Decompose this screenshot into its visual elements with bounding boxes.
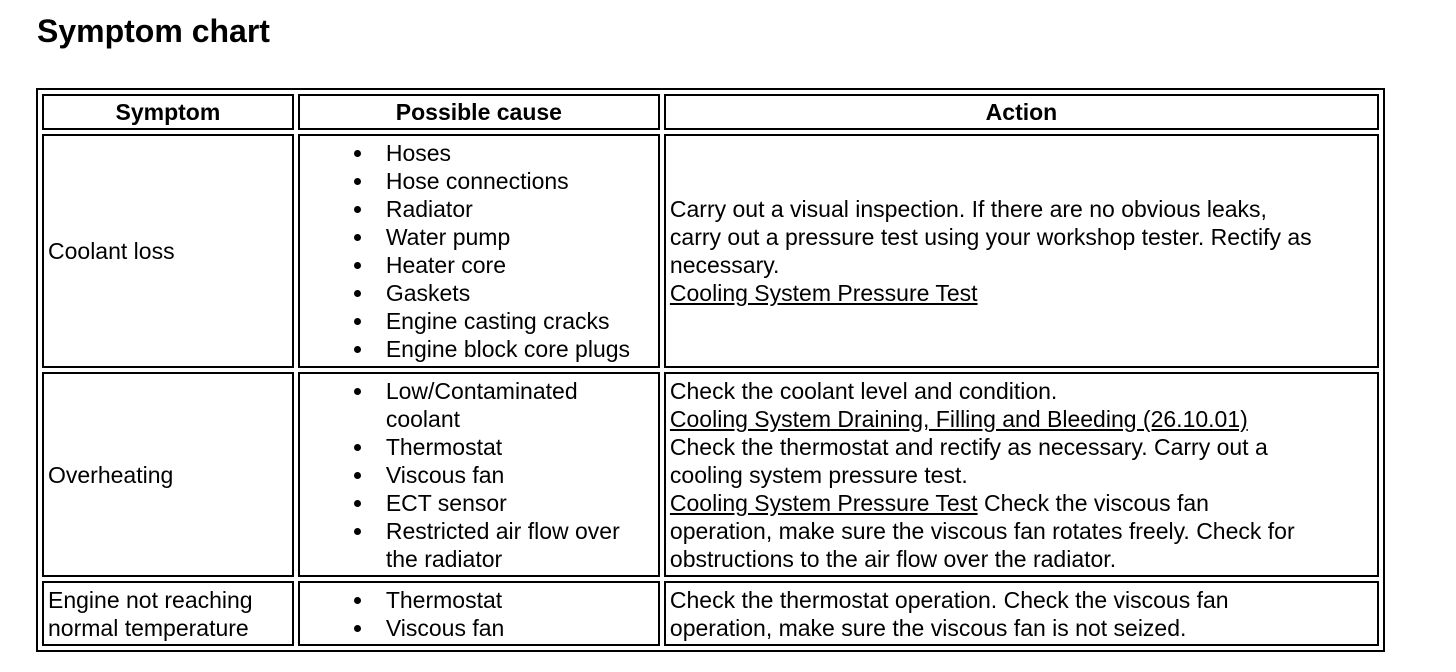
list-item: Gaskets (386, 279, 658, 307)
list-item: Radiator (386, 195, 658, 223)
list-item: Hoses (386, 139, 658, 167)
table-header-row (42, 94, 1379, 130)
action-cell (664, 581, 1379, 646)
action-text: Check the thermostat and rectify as necessary. Carry out a (669, 433, 1268, 460)
symptom-cell: Overheating (42, 372, 294, 578)
list-item: Thermostat (386, 433, 658, 461)
symptom-text: Engine not reaching (48, 586, 253, 613)
table-row (42, 581, 1379, 646)
list-item: Water pump (386, 223, 658, 251)
list-item: Engine casting cracks (386, 307, 658, 335)
action-cell (664, 372, 1379, 578)
cooling-system-draining-link[interactable]: Cooling System Draining, Filling and Bleeding (26.10.01) (669, 405, 1248, 432)
list-item: Viscous fan (386, 614, 658, 642)
cooling-system-pressure-test-link[interactable]: Cooling System Pressure Test (669, 489, 978, 516)
list-item: Thermostat (386, 586, 658, 614)
list-item: ECT sensor (386, 489, 658, 517)
action-text: operation, make sure the viscous fan rotates freely. Check for (669, 517, 1295, 544)
action-text: Check the coolant level and condition. (669, 377, 1058, 404)
cause-cell (298, 581, 660, 646)
list-item: Viscous fan (386, 461, 658, 489)
table-row (42, 372, 1379, 578)
action-text: carry out a pressure test using your workshop tester. Rectify as (669, 223, 1312, 250)
header-possible-cause: Possible cause (298, 94, 660, 130)
action-cell (664, 134, 1379, 368)
list-item: Low/Contaminated coolant (386, 377, 626, 433)
cooling-system-pressure-test-link[interactable]: Cooling System Pressure Test (669, 279, 978, 306)
cause-cell (298, 372, 660, 578)
symptom-cell (42, 581, 294, 646)
list-item: Restricted air flow over the radiator (386, 517, 648, 573)
action-text: Check the viscous fan (977, 489, 1209, 516)
cause-list (300, 586, 658, 642)
action-text: obstructions to the air flow over the radiator. (669, 545, 1117, 572)
page-title: Symptom chart (37, 13, 270, 49)
list-item: Engine block core plugs (386, 335, 658, 363)
table-row (42, 134, 1379, 368)
symptom-text: normal temperature (48, 614, 249, 641)
action-text: operation, make sure the viscous fan is not seized. (669, 614, 1187, 641)
action-text: necessary. (669, 251, 780, 278)
action-text: Check the thermostat operation. Check the viscous fan (669, 586, 1229, 613)
cause-cell (298, 134, 660, 368)
header-action: Action (664, 94, 1379, 130)
list-item: Heater core (386, 251, 658, 279)
cause-list (300, 377, 658, 573)
list-item: Hose connections (386, 167, 658, 195)
cause-list (300, 139, 658, 363)
action-text: cooling system pressure test. (669, 461, 968, 488)
symptom-table (36, 88, 1385, 652)
header-symptom: Symptom (42, 94, 294, 130)
symptom-cell: Coolant loss (42, 134, 294, 368)
action-text: Carry out a visual inspection. If there are no obvious leaks, (669, 195, 1267, 222)
